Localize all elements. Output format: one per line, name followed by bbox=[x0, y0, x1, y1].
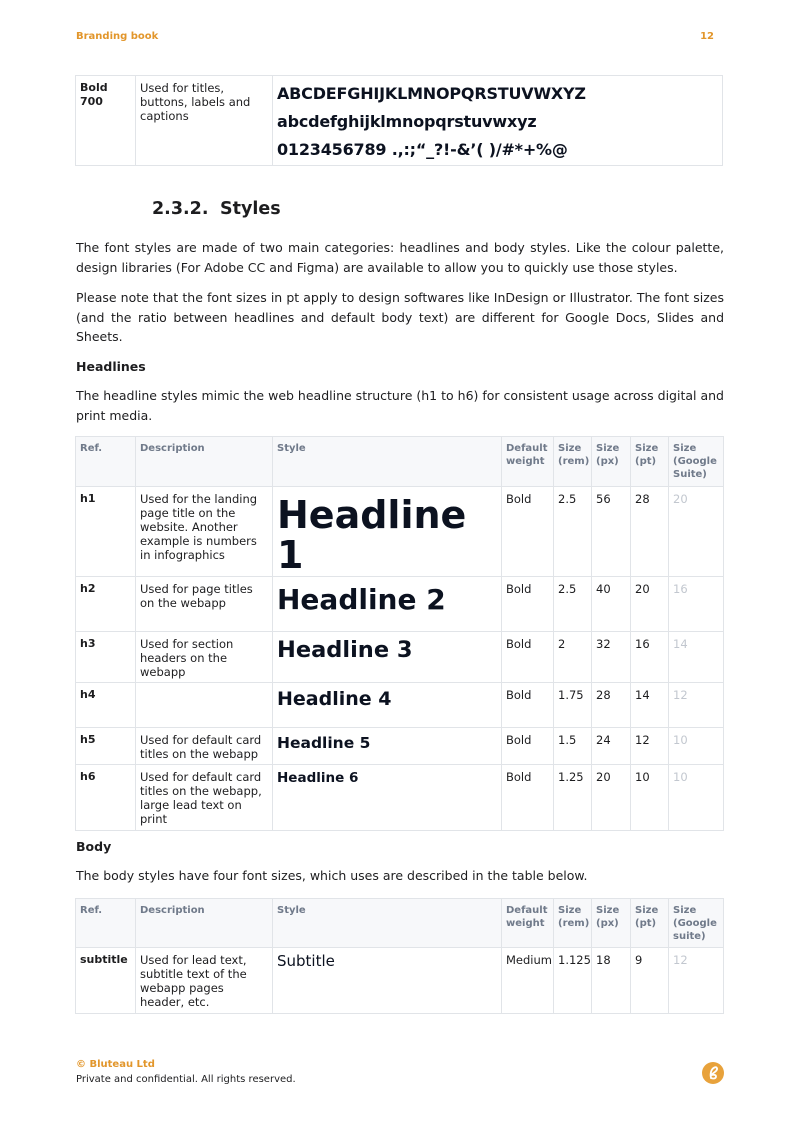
weight-cell: Medium bbox=[502, 948, 554, 1014]
column-header: Style bbox=[273, 437, 502, 487]
document-title: Branding book bbox=[76, 31, 159, 42]
google-cell: 10 bbox=[669, 727, 724, 764]
column-header: Description bbox=[136, 437, 273, 487]
table-row bbox=[76, 487, 724, 577]
headline-styles-table bbox=[75, 436, 724, 831]
table-row bbox=[76, 576, 724, 631]
description-cell: Used for the landing page title on the website. Another example is numbers in infographics bbox=[136, 487, 273, 577]
column-header: Size (Google suite) bbox=[669, 899, 724, 948]
headline-6-sample: Headline 6 bbox=[273, 764, 502, 830]
column-header: Style bbox=[273, 899, 502, 948]
pt-cell: 20 bbox=[631, 576, 669, 631]
rem-cell: 2.5 bbox=[554, 576, 592, 631]
column-header: Size (rem) bbox=[554, 437, 592, 487]
pt-cell: 10 bbox=[631, 764, 669, 830]
section-heading bbox=[152, 199, 281, 219]
intro-paragraph: The font styles are made of two main categories: headlines and body styles. Like the colour palette, design libraries (For Adobe CC and Figma) are available to allow you to quickly use those styles. bbox=[76, 240, 724, 275]
column-header: Ref. bbox=[76, 899, 136, 948]
px-cell: 40 bbox=[592, 576, 631, 631]
page-number: 12 bbox=[700, 31, 714, 42]
pt-cell: 12 bbox=[631, 727, 669, 764]
column-header: Size (pt) bbox=[631, 437, 669, 487]
rem-cell: 1.25 bbox=[554, 764, 592, 830]
note-paragraph: Please note that the font sizes in pt apply to design softwares like InDesign or Illustrator. The font sizes (and the ratio between headlines and default body text) are different for Google Docs, Slides and Sheets. bbox=[76, 290, 724, 344]
table-header-row bbox=[76, 437, 724, 487]
column-header: Ref. bbox=[76, 437, 136, 487]
rem-cell: 2 bbox=[554, 631, 592, 682]
table-row bbox=[76, 76, 723, 166]
charset-lowercase: abcdefghijklmnopqrstuvwxyz bbox=[277, 112, 537, 131]
px-cell: 56 bbox=[592, 487, 631, 577]
px-cell: 18 bbox=[592, 948, 631, 1014]
body-intro: The body styles have four font sizes, which uses are described in the table below. bbox=[76, 868, 588, 883]
footer-legal: Private and confidential. All rights reserved. bbox=[76, 1074, 296, 1085]
rem-cell: 2.5 bbox=[554, 487, 592, 577]
google-cell: 10 bbox=[669, 764, 724, 830]
table-row bbox=[76, 631, 724, 682]
charset-sample bbox=[273, 76, 723, 166]
pt-cell: 14 bbox=[631, 682, 669, 727]
column-header: Default weight bbox=[502, 899, 554, 948]
headlines-heading: Headlines bbox=[76, 359, 146, 374]
weight-cell: Bold bbox=[502, 631, 554, 682]
table-row bbox=[76, 727, 724, 764]
description-cell: Used for default card titles on the webapp bbox=[136, 727, 273, 764]
headline-5-sample: Headline 5 bbox=[273, 727, 502, 764]
description-cell bbox=[136, 682, 273, 727]
rem-cell: 1.75 bbox=[554, 682, 592, 727]
ref-cell: h2 bbox=[76, 576, 136, 631]
headline-2-sample: Headline 2 bbox=[273, 576, 502, 631]
headline-1-sample: Headline 1 bbox=[273, 487, 502, 577]
weight-description: Used for titles, buttons, labels and captions bbox=[136, 76, 273, 166]
ref-cell: h5 bbox=[76, 727, 136, 764]
table-row bbox=[76, 948, 724, 1014]
weight-value: 700 bbox=[80, 95, 103, 108]
weight-cell: Bold bbox=[502, 682, 554, 727]
weight-cell bbox=[76, 76, 136, 166]
font-weight-table bbox=[75, 75, 723, 166]
body-styles-table bbox=[75, 898, 724, 1014]
footer-company: © Bluteau Ltd bbox=[76, 1059, 155, 1070]
charset-symbols: 0123456789 .,:;“_?!-&’( )/#*+%@ bbox=[277, 140, 568, 159]
ref-cell: h3 bbox=[76, 631, 136, 682]
section-number: 2.3.2. bbox=[152, 199, 209, 219]
column-header: Size (pt) bbox=[631, 899, 669, 948]
ref-cell: h4 bbox=[76, 682, 136, 727]
weight-cell: Bold bbox=[502, 727, 554, 764]
charset-uppercase: ABCDEFGHIJKLMNOPQRSTUVWXYZ bbox=[277, 84, 586, 103]
px-cell: 24 bbox=[592, 727, 631, 764]
headline-3-sample: Headline 3 bbox=[273, 631, 502, 682]
headline-4-sample: Headline 4 bbox=[273, 682, 502, 727]
description-cell: Used for default card titles on the webapp, large lead text on print bbox=[136, 764, 273, 830]
column-header: Size (rem) bbox=[554, 899, 592, 948]
weight-cell: Bold bbox=[502, 487, 554, 577]
table-header-row bbox=[76, 899, 724, 948]
column-header: Size (px) bbox=[592, 899, 631, 948]
table-row bbox=[76, 682, 724, 727]
pt-cell: 16 bbox=[631, 631, 669, 682]
column-header: Size (px) bbox=[592, 437, 631, 487]
description-cell: Used for page titles on the webapp bbox=[136, 576, 273, 631]
px-cell: 28 bbox=[592, 682, 631, 727]
weight-name: Bold bbox=[80, 81, 108, 94]
column-header: Default weight bbox=[502, 437, 554, 487]
pt-cell: 28 bbox=[631, 487, 669, 577]
google-cell: 14 bbox=[669, 631, 724, 682]
px-cell: 32 bbox=[592, 631, 631, 682]
px-cell: 20 bbox=[592, 764, 631, 830]
headlines-intro: The headline styles mimic the web headline structure (h1 to h6) for consistent usage across digital and print media. bbox=[76, 388, 724, 423]
ref-cell: h6 bbox=[76, 764, 136, 830]
weight-cell: Bold bbox=[502, 764, 554, 830]
pt-cell: 9 bbox=[631, 948, 669, 1014]
description-cell: Used for lead text, subtitle text of the webapp pages header, etc. bbox=[136, 948, 273, 1014]
google-cell: 12 bbox=[669, 948, 724, 1014]
google-cell: 16 bbox=[669, 576, 724, 631]
google-cell: 20 bbox=[669, 487, 724, 577]
column-header: Size (Google Suite) bbox=[669, 437, 724, 487]
description-cell: Used for section headers on the webapp bbox=[136, 631, 273, 682]
ref-cell: subtitle bbox=[76, 948, 136, 1014]
weight-cell: Bold bbox=[502, 576, 554, 631]
rem-cell: 1.5 bbox=[554, 727, 592, 764]
bluteau-logo-icon bbox=[702, 1062, 724, 1084]
subtitle-sample: Subtitle bbox=[273, 948, 502, 1014]
ref-cell: h1 bbox=[76, 487, 136, 577]
column-header: Description bbox=[136, 899, 273, 948]
section-title: Styles bbox=[220, 199, 281, 219]
page-header bbox=[76, 31, 714, 42]
table-row bbox=[76, 764, 724, 830]
body-heading: Body bbox=[76, 839, 112, 854]
google-cell: 12 bbox=[669, 682, 724, 727]
rem-cell: 1.125 bbox=[554, 948, 592, 1014]
